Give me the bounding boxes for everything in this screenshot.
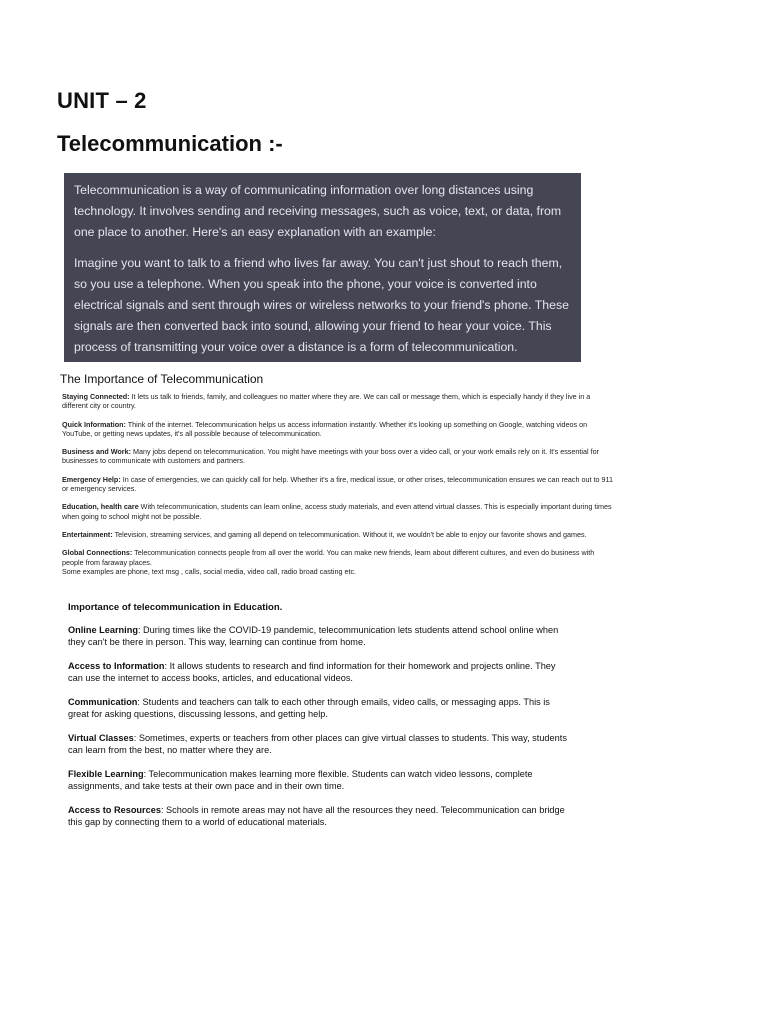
list-item (62, 420, 615, 439)
item-label: Emergency Help: (62, 474, 121, 484)
list-item (68, 625, 568, 648)
education-section (68, 602, 568, 841)
item-text: : Telecommunication makes learning more flexible. Students can watch video lessons, complete assignments, and take tests at their own pace and in their own time. (68, 769, 533, 791)
item-text: Television, streaming services, and gaming all depend on telecommunication. Without it, we wouldn't be able to enjoy our favorite shows and games. (112, 529, 587, 539)
list-item (68, 697, 568, 720)
list-item (68, 769, 568, 792)
list-item (68, 661, 568, 684)
item-text: : Sometimes, experts or teachers from other places can give virtual classes to students. This way, students can learn from the best, no matter where they are. (68, 733, 567, 755)
item-text: Think of the internet. Telecommunication helps us access information instantly. Whether it's looking up something on Google, watching videos on YouTube, or getting news updates, it's all possible because of telecommunication. (62, 419, 588, 438)
item-text: : Students and teachers can talk to each other through emails, video calls, or messaging apps. This is great for asking questions, discussing lessons, and getting help. (68, 697, 550, 719)
unit-title: UNIT – 2 (57, 88, 147, 113)
item-label: Flexible Learning (68, 769, 144, 779)
intro-paragraph-1: Telecommunication is a way of communicating information over long distances using technology. It involves sending and receiving messages, such as voice, text, or data, from one place to another. Here's an easy explanation with an example: (74, 183, 562, 239)
list-item (68, 733, 568, 756)
item-label: Communication (68, 697, 138, 707)
list-item (62, 447, 615, 466)
page-title: Telecommunication :- (57, 131, 283, 156)
examples-note: Some examples are phone, text msg , calls, social media, video call, radio broad casting etc. (62, 566, 357, 576)
item-text: Many jobs depend on telecommunication. You might have meetings with your boss over a video call, or your work emails rely on it. It's essential for businesses to communicate with customers and partners. (62, 447, 599, 466)
item-text: With telecommunication, students can learn online, access study materials, and even attend virtual classes. This is especially important during times when going to school might not be possible. (62, 502, 612, 521)
item-text: : Schools in remote areas may not have all the resources they need. Telecommunication can bridge this gap by connecting them to a world of educational materials. (68, 805, 565, 827)
item-label: Business and Work: (62, 447, 131, 457)
item-label: Access to Information (68, 661, 165, 671)
education-heading: Importance of telecommunication in Education. (68, 602, 283, 613)
list-item (68, 805, 568, 828)
item-label: Entertainment: (62, 529, 113, 539)
item-label: Virtual Classes (68, 733, 134, 743)
list-item (62, 530, 615, 539)
item-text: : During times like the COVID-19 pandemic, telecommunication lets students attend school online when they can't be there in person. This way, learning can continue from home. (68, 625, 559, 647)
intro-text-box (64, 173, 581, 362)
list-item (62, 502, 615, 521)
intro-paragraph-2: Imagine you want to talk to a friend who lives far away. You can't just shout to reach them, so you use a telephone. When you speak into the phone, your voice is converted into electrical signals and sent through wires or wireless networks to your friend's phone. These signals are then converted back into sound, allowing your friend to hear your voice. This process of transmitting your voice over a distance is a form of telecommunication. (74, 256, 569, 354)
item-text: : It allows students to research and find information for their homework and projects online. They can use the internet to access books, articles, and educational videos. (68, 661, 556, 683)
item-text: It lets us talk to friends, family, and colleagues no matter where they are. We can call or message them, which is especially handy if they live in a different city or country. (62, 392, 591, 411)
importance-section (60, 372, 615, 576)
importance-heading: The Importance of Telecommunication (60, 372, 264, 386)
list-item (62, 392, 615, 411)
item-text: Telecommunication connects people from all over the world. You can make new friends, learn about different cultures, and even do business with people from faraway places. (62, 548, 595, 567)
item-label: Online Learning (68, 625, 138, 635)
item-label: Access to Resources (68, 805, 161, 815)
item-text: In case of emergencies, we can quickly call for help. Whether it's a fire, medical issue, or other crises, telecommunication ensures we can reach out to 911 or emergency services. (62, 474, 613, 494)
list-item (62, 548, 615, 567)
item-label: Quick Information: (62, 419, 126, 429)
item-label: Staying Connected: (62, 392, 130, 401)
item-label: Education, health care (62, 502, 139, 512)
list-item (62, 475, 615, 494)
item-label: Global Connections: (62, 548, 133, 558)
